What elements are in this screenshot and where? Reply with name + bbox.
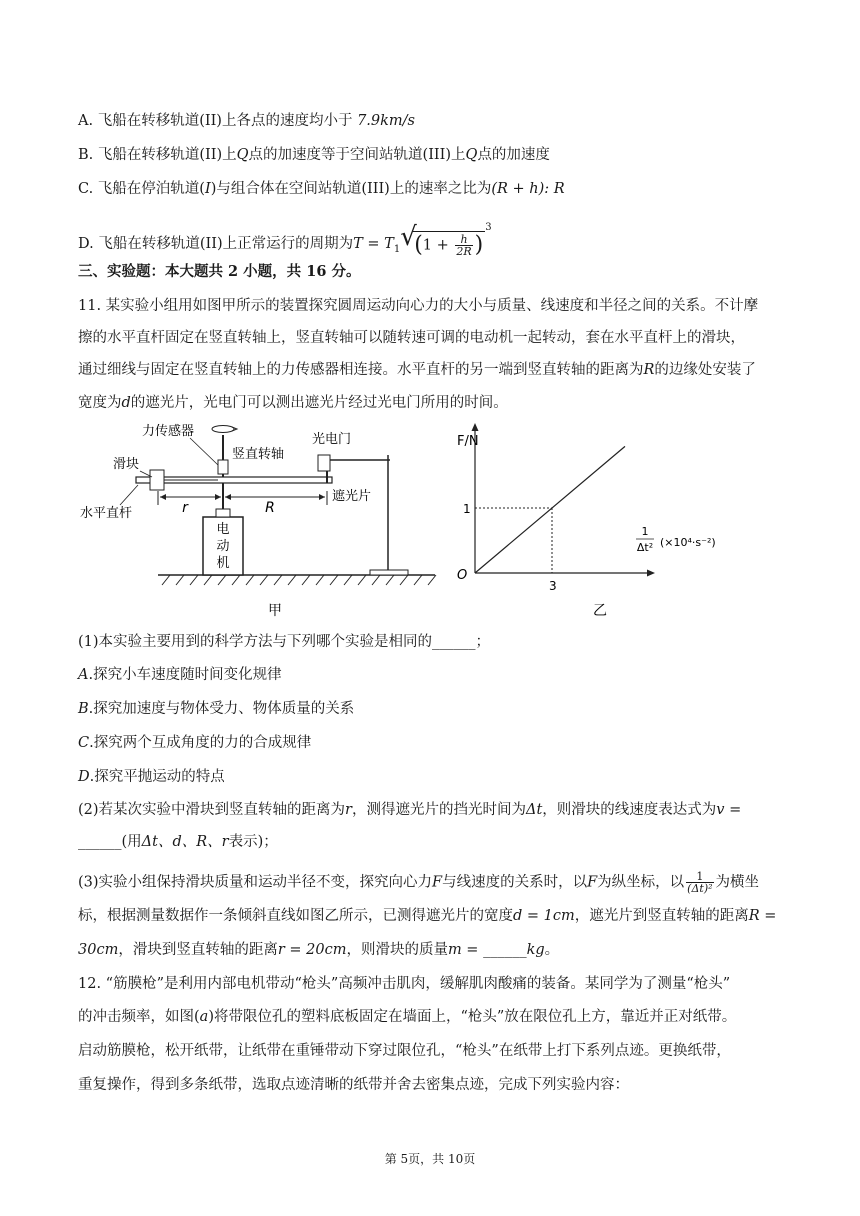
figure-jia xyxy=(80,423,436,619)
p3-h: ，则滑块的质量 xyxy=(346,942,448,958)
q11-line4 xyxy=(78,393,508,413)
label-slider: 滑块 xyxy=(113,457,140,472)
p3-small-r-value: r = 20cm xyxy=(277,942,347,958)
label-photogate: 光电门 xyxy=(312,432,352,447)
p2-c: ，则滑块的线速度表达式为 xyxy=(542,802,717,818)
p3-r-eq: R = xyxy=(748,908,777,924)
figure-yi xyxy=(457,423,716,619)
label-horizontal-rod: 水平直杆 xyxy=(80,506,133,521)
label-big-r: R xyxy=(265,500,275,516)
option-d-text: D. 飞船在转移轨道(II)上正常运行的周期为 xyxy=(78,236,354,252)
slider-block xyxy=(150,470,164,490)
x-label-numerator: 1 xyxy=(641,525,649,538)
q12-line3: 启动筋膜枪，松开纸带，让纸带在重锤带动下穿过限位孔，“枪头”在纸带上打下系列点迹。更换纸带， xyxy=(78,1043,731,1059)
q11-line2: 擦的水平直杆固定在竖直转轴上，竖直转轴可以随转速可调的电动机一起转动，套在水平直杆上的滑块， xyxy=(78,330,745,346)
option-b-q2: Q xyxy=(465,147,478,163)
option-c-i: I xyxy=(204,181,211,197)
p2-a: (2)若某次实验中滑块到竖直转轴的距离为 xyxy=(78,802,346,818)
p3-end: 。 xyxy=(544,942,560,958)
q11-line4-d: d xyxy=(121,395,131,411)
p2-d: ______(用 xyxy=(78,834,142,850)
q12-line2a: 的冲击频率，如图( xyxy=(78,1009,200,1025)
p3-a: (3)实验小组保持滑块质量和运动半径不变，探究向心力 xyxy=(78,874,433,891)
option-c-text: C. 飞船在停泊轨道( xyxy=(78,181,205,197)
motor-char-3: 机 xyxy=(216,556,230,571)
p3-b: 与线速度的关系时，以 xyxy=(442,874,588,891)
option-c-ratio: (R + h): R xyxy=(491,181,565,197)
q11-line3b: 的边缘处安装了 xyxy=(654,362,756,378)
page-footer: 第 5页，共 10页 xyxy=(384,1152,476,1166)
p2-dt: Δt xyxy=(525,802,543,818)
caption-yi: 乙 xyxy=(593,603,607,619)
choice-c-key: C xyxy=(78,735,90,751)
caption-jia: 甲 xyxy=(268,603,282,619)
q11-choice-a xyxy=(78,665,282,685)
option-d-one: 1 + xyxy=(422,237,454,254)
choice-d-key: D xyxy=(78,769,90,785)
p3-f: F xyxy=(432,874,443,891)
p3-c: 为纵坐标，以 xyxy=(597,874,685,891)
option-a-value: 7.9km/s xyxy=(357,113,416,129)
choice-a-key: A xyxy=(78,667,89,683)
p3-frac-num: 1 xyxy=(686,871,713,883)
p3-blank: ______ xyxy=(478,942,527,958)
q11-part1: (1)本实验主要用到的科学方法与下列哪个实验是相同的______； xyxy=(78,634,491,650)
q11-part2-line2 xyxy=(78,832,278,852)
motor-char-2: 动 xyxy=(216,539,230,554)
choice-c-text: .探究两个互成角度的力的合成规律 xyxy=(89,735,312,751)
section-heading: 三、实验题：本大题共 2 小题，共 16 分。 xyxy=(78,263,361,280)
q11-line4a: 宽度为 xyxy=(78,395,122,411)
label-vertical-shaft: 竖直转轴 xyxy=(232,447,285,462)
p2-v: v = xyxy=(716,802,742,818)
option-c xyxy=(78,179,565,199)
fit-line xyxy=(475,446,625,573)
q12-line4: 重复操作，得到多条纸带，选取点迹清晰的纸带并舍去密集点迹，完成下列实验内容： xyxy=(78,1077,629,1093)
q12-line2b: )将带限位孔的塑料底板固定在墙面上，“枪头”放在限位孔上方，靠近并正对纸带。 xyxy=(208,1009,737,1025)
option-d-2r: 2R xyxy=(456,245,472,258)
q11-choice-c xyxy=(78,733,311,753)
q11-line3a: 通过细线与固定在竖直转轴上的力传感器相连接。水平直杆的另一端到竖直转轴的距离为 xyxy=(78,362,644,378)
option-b-q1: Q xyxy=(236,147,249,163)
p3-d: 为横坐 xyxy=(715,874,760,891)
option-a xyxy=(78,111,415,131)
q12-line2-a: a xyxy=(199,1009,209,1025)
option-a-text: A. 飞船在转移轨道(II)上各点的速度均小于 xyxy=(78,113,358,129)
q11-line1: 11. 某实验小组用如图甲所示的装置探究圆周运动向心力的大小与质量、线速度和半径之间的关系。不计摩 xyxy=(78,298,759,314)
x-tick-3: 3 xyxy=(549,579,557,593)
p2-e: 表示)； xyxy=(228,834,278,850)
q11-line3-r: R xyxy=(643,362,655,378)
label-shade: 遮光片 xyxy=(332,489,372,504)
q11-part3-line2 xyxy=(78,906,776,926)
force-sensor xyxy=(218,460,228,474)
p3-frac-den: (Δt)² xyxy=(687,882,713,895)
choice-a-text: .探究小车速度随时间变化规律 xyxy=(88,667,282,683)
p3-e: 标，根据测量数据作一条倾斜直线如图乙所示，已测得遮光片的宽度 xyxy=(78,908,513,924)
p3-d-value: d = 1cm xyxy=(513,908,575,924)
label-force-sensor: 力传感器 xyxy=(142,424,195,439)
option-b xyxy=(78,145,550,165)
experiment-figures xyxy=(70,415,790,625)
y-axis-label: F/N xyxy=(457,434,479,449)
q11-part3-line3 xyxy=(78,940,559,960)
p3-f-text: ，遮光片到竖直转轴的距离 xyxy=(574,908,749,924)
choice-b-key: B xyxy=(78,701,89,717)
q11-choice-b xyxy=(78,699,354,719)
option-d xyxy=(78,218,492,260)
option-d-h: h xyxy=(455,234,472,246)
option-c-mid: )与组合体在空间站轨道(III)上的速率之比为 xyxy=(210,181,492,197)
option-b-mid: 点的加速度等于空间站轨道(III)上 xyxy=(248,147,466,163)
q12-line1: 12. “筋膜枪”是利用内部电机带动“枪头”高频冲击肌肉，缓解肌肉酸痛的装备。某同学为了测量“枪头” xyxy=(78,976,731,992)
q11-choice-d xyxy=(78,767,225,787)
option-d-sub: 1 xyxy=(393,243,401,255)
option-d-t: T = T xyxy=(353,236,394,252)
q11-line3 xyxy=(78,360,756,380)
option-d-exp: 3 xyxy=(485,222,492,233)
p2-r: r xyxy=(345,802,352,818)
p3-r-value: 30cm xyxy=(78,942,119,958)
q11-part3-line1 xyxy=(78,871,759,894)
choice-b-text: .探究加速度与物体受力、物体质量的关系 xyxy=(88,701,355,717)
photogate xyxy=(318,455,330,471)
origin-label: O xyxy=(457,568,468,583)
p3-f2: F xyxy=(587,874,598,891)
option-b-text: B. 飞船在转移轨道(II)上 xyxy=(78,147,237,163)
option-d-sqrt: √ (1 + $\frac{h}{2R}$ ) xyxy=(400,222,484,258)
p3-m: m = xyxy=(447,942,479,958)
option-b-post: 点的加速度 xyxy=(477,147,550,163)
p3-kg: kg xyxy=(526,942,545,958)
y-tick-1: 1 xyxy=(463,502,471,516)
p2-vars: Δt、d、R、r xyxy=(141,834,229,850)
x-label-denominator: Δt² xyxy=(636,541,654,554)
x-label-unit: (×10⁴·s⁻²) xyxy=(660,536,716,549)
q11-part2-line1 xyxy=(78,800,741,820)
p2-b: ，测得遮光片的挡光时间为 xyxy=(351,802,526,818)
choice-d-text: .探究平抛运动的特点 xyxy=(89,769,225,785)
p3-g: ，滑块到竖直转轴的距离 xyxy=(118,942,278,958)
motor-char-1: 电 xyxy=(216,522,230,537)
q11-line4b: 的遮光片，光电门可以测出遮光片经过光电门所用的时间。 xyxy=(130,395,508,411)
label-r: r xyxy=(182,500,188,516)
q12-line2 xyxy=(78,1007,736,1027)
